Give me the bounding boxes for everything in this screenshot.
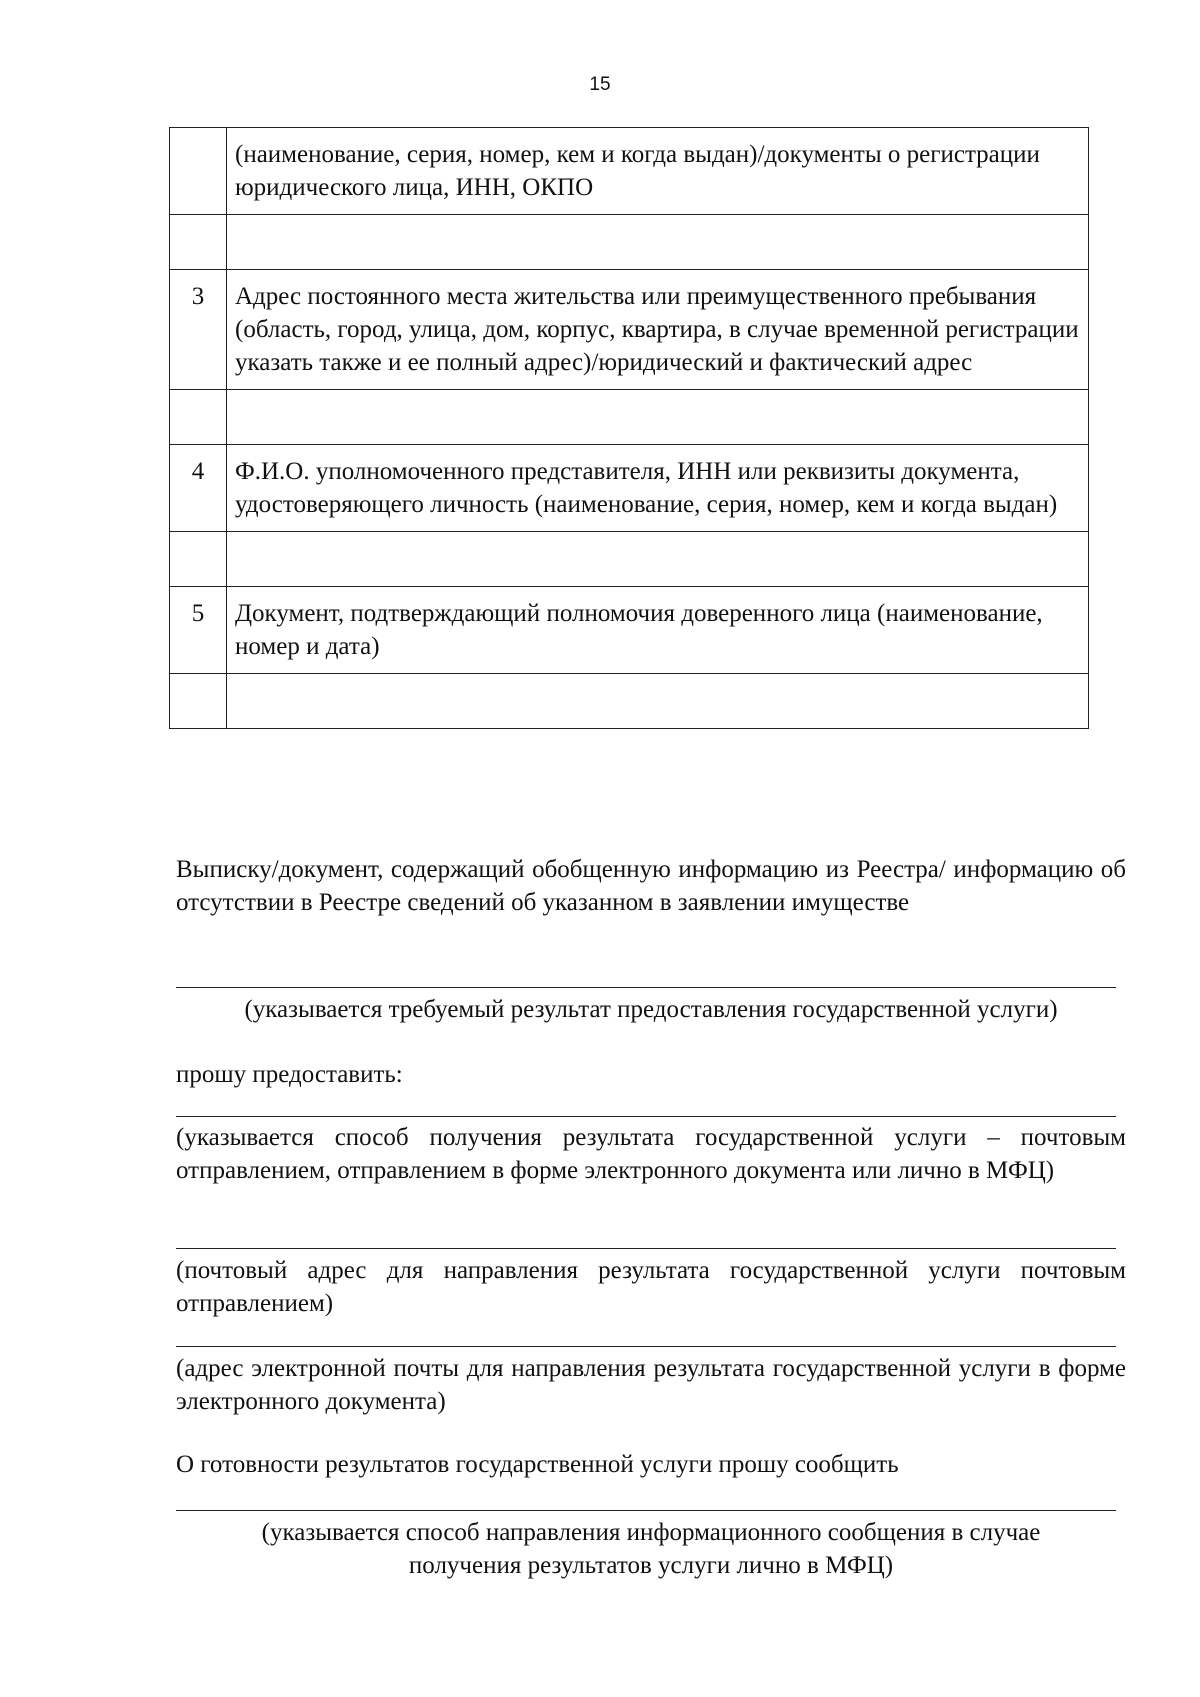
table-row [170, 445, 1089, 532]
table-row [170, 270, 1089, 390]
email-fill-line[interactable] [176, 1346, 1116, 1347]
method-hint: (указывается способ получения результата государственной услуги – почтовым отправлением, отправлением в форме электронного документа или лично в МФЦ) [176, 1124, 1126, 1184]
table-row-blank [170, 215, 1089, 270]
table-row [170, 128, 1089, 215]
row-number [170, 674, 227, 729]
row-number [170, 532, 227, 587]
method-fill-line[interactable] [176, 1116, 1116, 1117]
row-number [170, 390, 227, 445]
table-row-blank [170, 674, 1089, 729]
notify-fill-line[interactable] [176, 1510, 1116, 1511]
row-number: 5 [170, 587, 227, 674]
row-text: Документ, подтверждающий полномочия доверенного лица (наименование, номер и дата) [227, 587, 1089, 674]
provide-label: прошу предоставить: [176, 1061, 403, 1088]
row-entry-field[interactable] [227, 390, 1089, 445]
email-hint: (адрес электронной почты для направления результата государственной услуги в форме электронного документа) [176, 1355, 1126, 1415]
postal-fill-line[interactable] [176, 1248, 1116, 1249]
row-entry-field[interactable] [227, 215, 1089, 270]
row-number: 3 [170, 270, 227, 390]
row-text: Адрес постоянного места жительства или преимущественного пребывания (область, город, улица, дом, корпус, квартира, в случае временной регистрации указать также и ее полный адрес)/юридический и фактический адрес [227, 270, 1089, 390]
table-row-blank [170, 532, 1089, 587]
readiness-label: О готовности результатов государственной услуги прошу сообщить [176, 1451, 899, 1478]
row-number [170, 215, 227, 270]
postal-hint: (почтовый адрес для направления результата государственной услуги почтовым отправлением) [176, 1257, 1126, 1317]
table-row [170, 587, 1089, 674]
row-entry-field[interactable] [227, 674, 1089, 729]
row-entry-field[interactable] [227, 532, 1089, 587]
result-fill-line[interactable] [176, 987, 1116, 988]
row-text: Ф.И.О. уполномоченного представителя, ИНН или реквизиты документа, удостоверяющего личность (наименование, серия, номер, кем и когда выдан) [227, 445, 1089, 532]
table-row-blank [170, 390, 1089, 445]
result-hint: (указывается требуемый результат предоставления государственной услуги) [244, 996, 1058, 1023]
notify-hint-line2: получения результатов услуги лично в МФЦ) [408, 1552, 894, 1579]
page-number: 15 [589, 74, 611, 95]
row-text: (наименование, серия, номер, кем и когда выдан)/документы о регистрации юридического лица, ИНН, ОКПО [227, 128, 1089, 215]
notify-hint-line1: (указывается способ направления информационного сообщения в случае [261, 1519, 1041, 1546]
row-number: 4 [170, 445, 227, 532]
applicant-info-table [169, 127, 1089, 729]
request-paragraph: Выписку/документ, содержащий обобщенную информацию из Реестра/ информацию об отсутствии в Реестре сведений об указанном в заявлении имуществе [176, 856, 1126, 916]
row-number [170, 128, 227, 215]
